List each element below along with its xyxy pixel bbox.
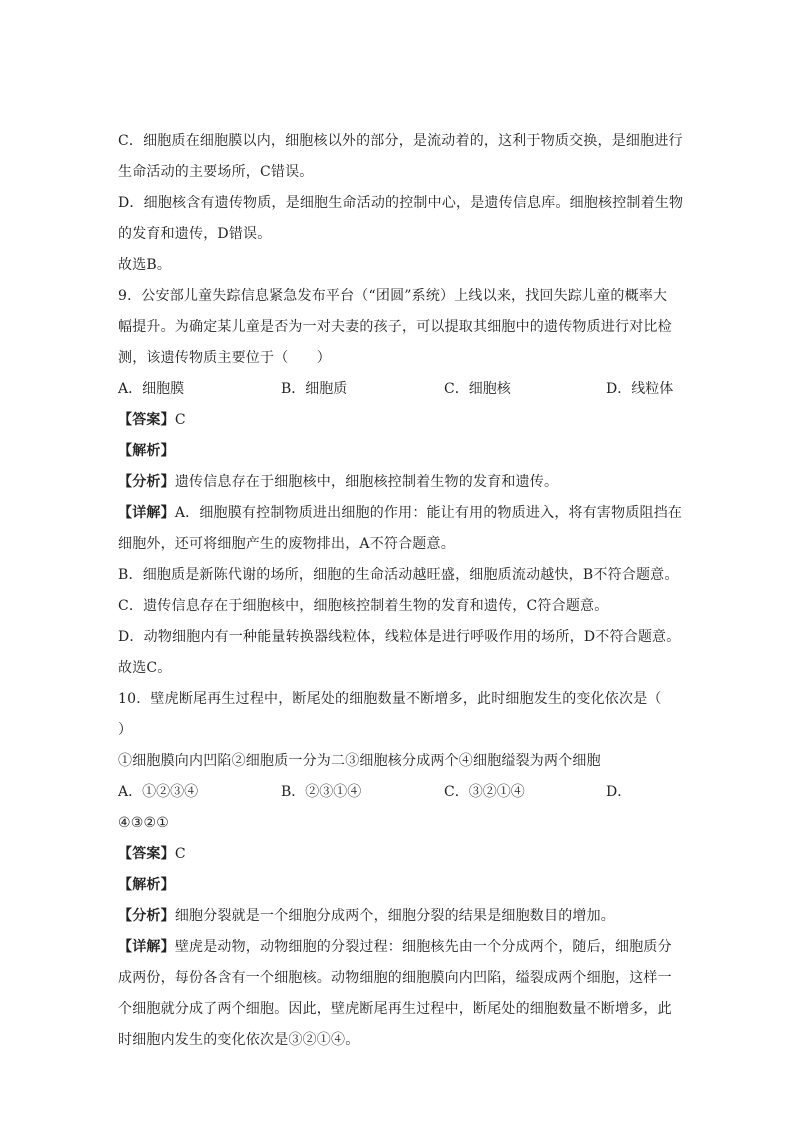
- q10-fenxi: [118, 906, 615, 926]
- q9-conclusion: 故选C。: [118, 660, 172, 676]
- q9-xiangjie-line4: C．遗传信息存在于细胞核中，细胞核控制着生物的发育和遗传，C符合题意。: [118, 598, 609, 614]
- q10-xiangjie-line3: 个细胞就分成了两个细胞。因此，壁虎断尾再生过程中，断尾处的细胞数量不断增多，此: [118, 1001, 672, 1017]
- fenxi-tag: 【分析】: [118, 908, 175, 924]
- q10-xiangjie-line1: [118, 937, 672, 957]
- fenxi-text: 细胞分裂就是一个细胞分成两个，细胞分裂的结果是细胞数目的增加。: [174, 908, 616, 924]
- xiangjie-text: 壁虎是动物，动物细胞的分裂过程：细胞核先由一个分成两个，随后，细胞质分: [174, 939, 672, 955]
- q10-stem-line1: 10．壁虎断尾再生过程中，断尾处的细胞数量不断增多，此时细胞发生的变化依次是（: [118, 691, 662, 707]
- q10-stem-line2: ）: [118, 722, 133, 738]
- q9-answer: [118, 410, 186, 430]
- q9-xiangjie-line3: B．细胞质是新陈代谢的场所，细胞的生命活动越旺盛，细胞质流动越快，B不符合题意。: [118, 567, 679, 583]
- q9-stem-line2: 幅提升。为确定某儿童是否为一对夫妻的孩子，可以提取其细胞中的遗传物质进行对比检: [118, 319, 672, 335]
- q10-analysis-heading: 【解析】: [118, 877, 175, 893]
- fenxi-tag: 【分析】: [118, 474, 175, 490]
- q9-option-c: C．细胞核: [444, 381, 511, 397]
- answer-tag: 【答案】: [118, 846, 175, 862]
- q10-xiangjie-line2: 成两份，每份各含有一个细胞核。动物细胞的细胞膜向内凹陷，缢裂成两个细胞，这样一: [118, 970, 672, 986]
- q9-stem-line1: 9．公安部儿童失踪信息紧急发布平台（“团圆”系统）上线以来，找回失踪儿童的概率大: [118, 288, 668, 304]
- q8-option-c-line2: 生命活动的主要场所，C错误。: [118, 164, 314, 180]
- q8-conclusion: 故选B。: [118, 257, 172, 273]
- q10-option-d-value: ④③②①: [118, 815, 170, 831]
- fenxi-text: 遗传信息存在于细胞核中，细胞核控制着生物的发育和遗传。: [174, 474, 559, 490]
- q9-stem-line3: 测，该遗传物质主要位于（ ）: [118, 350, 331, 366]
- q9-xiangjie-line5: D．动物细胞内有一种能量转换器线粒体，线粒体是进行呼吸作用的场所，D不符合题意。: [118, 629, 681, 645]
- xiangjie-text: A．细胞膜有控制物质进出细胞的作用：能让有用的物质进入，将有害物质阻挡在: [174, 505, 683, 521]
- q9-analysis-heading: 【解析】: [118, 443, 175, 459]
- q10-option-c: C．③②①④: [444, 784, 525, 800]
- q10-option-d-label: D．: [606, 784, 632, 800]
- xiangjie-tag: 【详解】: [118, 505, 175, 521]
- q9-option-a: A．细胞膜: [118, 381, 185, 397]
- q8-option-c-line1: C．细胞质在细胞膜以内，细胞核以外的部分，是流动着的，这利于物质交换，是细胞进行: [118, 133, 683, 149]
- answer-value: C: [174, 846, 186, 862]
- answer-value: C: [174, 412, 186, 428]
- q8-option-d-line2: 的发育和遗传，D错误。: [118, 226, 272, 242]
- q9-xiangjie-line2: 细胞外，还可将细胞产生的废物排出，A不符合题意。: [118, 536, 455, 552]
- q10-option-a: A．①②③④: [118, 784, 199, 800]
- q10-xiangjie-line4: 时细胞内发生的变化依次是③②①④。: [118, 1032, 360, 1048]
- q10-stem-line3: ①细胞膜向内凹陷②细胞质一分为二③细胞核分成两个④细胞缢裂为两个细胞: [118, 753, 601, 769]
- q9-xiangjie-line1: [118, 503, 682, 523]
- q9-option-d: D．线粒体: [606, 381, 674, 397]
- q9-fenxi: [118, 472, 558, 492]
- q10-option-b: B．②③①④: [281, 784, 362, 800]
- q9-option-b: B．细胞质: [281, 381, 348, 397]
- answer-tag: 【答案】: [118, 412, 175, 428]
- q8-option-d-line1: D．细胞核含有遗传物质，是细胞生命活动的控制中心，是遗传信息库。细胞核控制着生物: [118, 195, 684, 211]
- q10-answer: [118, 844, 186, 864]
- xiangjie-tag: 【详解】: [118, 939, 175, 955]
